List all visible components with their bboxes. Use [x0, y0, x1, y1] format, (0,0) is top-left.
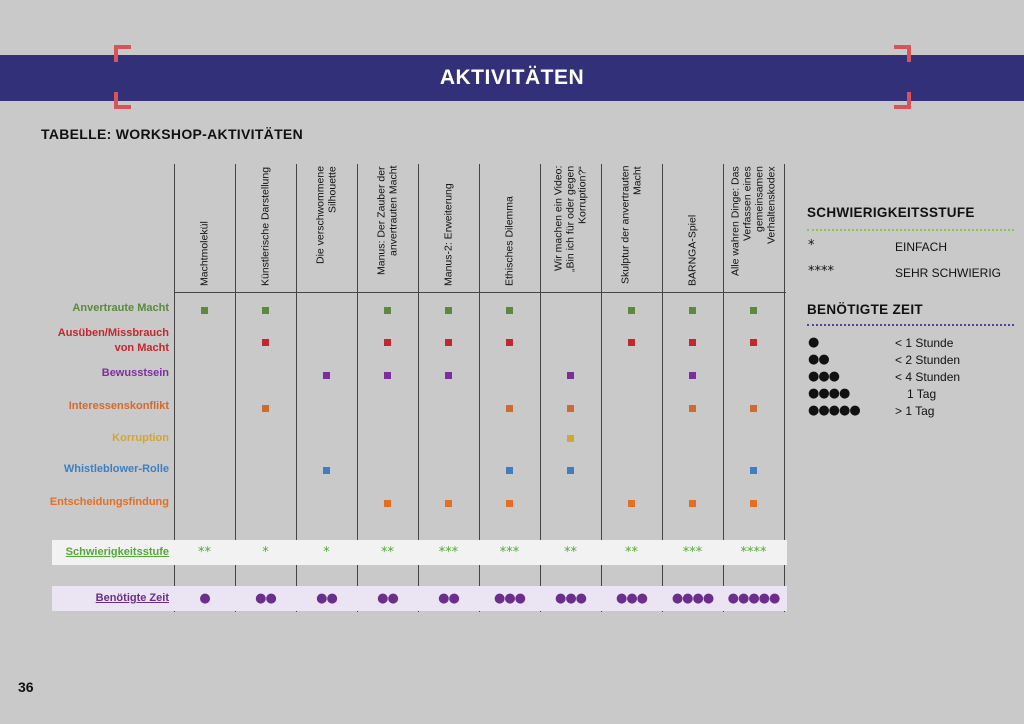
column-header-label: Machtmolekül — [198, 221, 211, 286]
topic-marker — [750, 339, 757, 346]
column-header — [601, 164, 662, 292]
legend-difficulty-divider — [807, 229, 1014, 231]
legend-time-symbol: ● — [808, 335, 819, 350]
time-dots: ●●●● — [671, 591, 714, 606]
row-label: Whistleblower-Rolle — [63, 463, 169, 475]
difficulty-stars: *** — [499, 545, 520, 560]
time-dots: ●● — [255, 591, 276, 606]
column-header-label: Manus: Der Zauber der anvertrauten Macht — [375, 166, 400, 275]
column-header — [662, 164, 723, 292]
legend-difficulty-text: EINFACH — [895, 240, 948, 254]
column-header-label: Die verschwommene Silhouette — [314, 166, 339, 265]
page-number: 36 — [18, 679, 34, 695]
legend-difficulty-title: SCHWIERIGKEITSSTUFE — [807, 205, 975, 220]
topic-marker — [384, 500, 391, 507]
topic-marker — [750, 467, 757, 474]
topic-marker — [445, 372, 452, 379]
topic-marker — [384, 339, 391, 346]
topic-marker — [689, 500, 696, 507]
column-header-label: Wir machen ein Video: „Bin ich für oder gegen Korruption?“ — [552, 166, 589, 273]
page-title: AKTIVITÄTEN — [439, 66, 585, 89]
topic-marker — [323, 467, 330, 474]
difficulty-stars: * — [262, 545, 269, 560]
topic-marker — [506, 307, 513, 314]
legend-time-symbol: ●●● — [808, 369, 840, 384]
corner-bracket-bottom-right — [894, 92, 911, 109]
topic-marker — [506, 500, 513, 507]
topic-marker — [384, 372, 391, 379]
header-divider — [174, 292, 786, 293]
difficulty-stars: **** — [740, 545, 767, 560]
legend-time-text: 1 Tag — [907, 387, 937, 401]
topic-marker — [323, 372, 330, 379]
row-label: Korruption — [112, 432, 169, 444]
column-header — [418, 164, 479, 292]
legend-difficulty-symbol: **** — [808, 264, 834, 279]
column-header-label: Alle wahren Dinge: Das Verfassen eines gemeinsamen Verhaltenskodex — [729, 166, 778, 276]
column-header — [235, 164, 296, 292]
time-dots: ● — [199, 591, 210, 606]
column-header-label: Künstlerische Darstellung — [259, 166, 272, 286]
topic-marker — [262, 405, 269, 412]
topic-marker — [445, 307, 452, 314]
topic-marker — [750, 405, 757, 412]
difficulty-label: Schwierigkeitsstufe — [65, 546, 169, 558]
topic-marker — [506, 339, 513, 346]
topic-marker — [506, 405, 513, 412]
row-label: Entscheidungsfindung — [49, 496, 169, 508]
legend-time-text: < 1 Stunde — [895, 336, 954, 350]
legend-time-symbol: ●● — [808, 352, 829, 367]
topic-marker — [628, 307, 635, 314]
column-header-label: Skulptur der anvertrauten Macht — [619, 166, 644, 285]
topic-marker — [750, 307, 757, 314]
topic-marker — [506, 467, 513, 474]
title-banner — [0, 55, 1024, 101]
row-label: Anvertraute Macht — [72, 302, 169, 314]
legend-time-symbol: ●●●●● — [808, 403, 860, 418]
difficulty-stars: *** — [682, 545, 703, 560]
topic-marker — [445, 500, 452, 507]
legend-difficulty-symbol: * — [808, 238, 815, 253]
time-dots: ●●● — [554, 591, 587, 606]
corner-bracket-top-left — [114, 45, 131, 62]
time-dots: ●● — [438, 591, 459, 606]
difficulty-stars: ** — [625, 545, 638, 560]
time-dots: ●● — [377, 591, 398, 606]
difficulty-stars: ** — [381, 545, 394, 560]
legend-time-symbol: ●●●● — [808, 386, 850, 401]
column-header-label: Ethisches Dilemma — [503, 196, 516, 286]
column-header-label: BARNGA-Spiel — [686, 214, 699, 286]
time-dots: ●●● — [493, 591, 526, 606]
legend-time-title: BENÖTIGTE ZEIT — [807, 302, 923, 317]
column-header — [540, 164, 601, 292]
column-header-label: Manus-2: Erweiterung — [442, 183, 455, 286]
topic-marker — [567, 435, 574, 442]
legend-difficulty-text: SEHR SCHWIERIG — [895, 266, 1002, 280]
topic-marker — [689, 339, 696, 346]
difficulty-stars: ** — [198, 545, 211, 560]
time-dots: ●●● — [615, 591, 648, 606]
legend-time-text: < 4 Stunden — [895, 370, 961, 384]
legend-time-divider — [807, 324, 1014, 326]
time-label: Benötigte Zeit — [95, 592, 169, 604]
topic-marker — [567, 372, 574, 379]
column-header — [296, 164, 357, 292]
difficulty-stars: * — [323, 545, 330, 560]
row-label: Bewusstsein — [101, 367, 169, 379]
topic-marker — [201, 307, 208, 314]
difficulty-stars: ** — [564, 545, 577, 560]
column-header — [723, 164, 784, 292]
column-header — [479, 164, 540, 292]
topic-marker — [567, 467, 574, 474]
row-label: Interessenskonflikt — [68, 400, 169, 412]
table-subtitle: TABELLE: WORKSHOP-AKTIVITÄTEN — [41, 126, 303, 142]
topic-marker — [262, 339, 269, 346]
topic-marker — [384, 307, 391, 314]
topic-marker — [628, 500, 635, 507]
corner-bracket-top-right — [894, 45, 911, 62]
topic-marker — [262, 307, 269, 314]
topic-marker — [750, 500, 757, 507]
topic-marker — [689, 405, 696, 412]
difficulty-stars: *** — [438, 545, 459, 560]
time-dots: ●● — [316, 591, 337, 606]
topic-marker — [628, 339, 635, 346]
topic-marker — [689, 307, 696, 314]
corner-bracket-bottom-left — [114, 92, 131, 109]
topic-marker — [567, 405, 574, 412]
row-label: Ausüben/Missbrauch von Macht — [57, 327, 169, 354]
legend-time-text: < 2 Stunden — [895, 353, 961, 367]
topic-marker — [689, 372, 696, 379]
column-header — [174, 164, 235, 292]
column-header — [357, 164, 418, 292]
legend-time-text: > 1 Tag — [895, 404, 935, 418]
topic-marker — [445, 339, 452, 346]
time-dots: ●●●●● — [727, 591, 780, 606]
